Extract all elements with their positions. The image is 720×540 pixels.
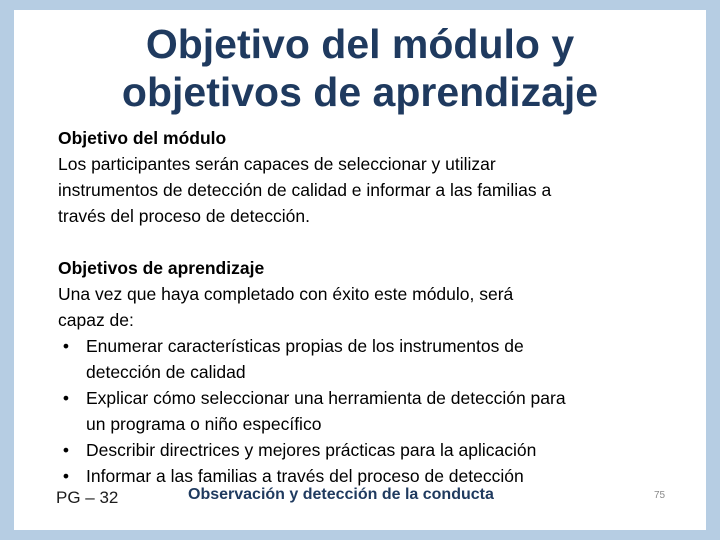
module-objective-line: instrumentos de detección de calidad e informar a las familias a [58, 180, 552, 200]
title-line-1: Objetivo del módulo y [145, 21, 575, 67]
list-item-line: detección de calidad [86, 362, 246, 382]
list-item [58, 385, 688, 437]
bullet-icon: • [62, 336, 70, 356]
footer-course-title: Observación y detección de la conducta [188, 486, 494, 503]
learning-objectives-intro-line: capaz de: [58, 310, 134, 330]
title-line-2: objetivos de aprendizaje [121, 69, 599, 115]
footer-page-code: PG – 32 [56, 488, 119, 507]
spacer [58, 229, 688, 255]
learning-objectives-intro-line: Una vez que haya completado con éxito este módulo, será [58, 284, 514, 304]
module-objective-line: Los participantes serán capaces de seleccionar y utilizar [58, 154, 496, 174]
list-item-line: Explicar cómo seleccionar una herramienta de detección para [86, 388, 566, 408]
list-item [58, 437, 688, 463]
module-objective-line: través del proceso de detección. [58, 206, 310, 226]
slide [14, 10, 706, 530]
module-objective-heading: Objetivo del módulo [58, 128, 227, 148]
list-item-line: Enumerar características propias de los instrumentos de [86, 336, 524, 356]
list-item-line: Informar a las familias a través del proceso de detección [86, 466, 524, 486]
list-item [58, 333, 688, 385]
learning-objectives-heading: Objetivos de aprendizaje [58, 258, 265, 278]
list-item-line: un programa o niño específico [86, 414, 322, 434]
learning-objectives-list [58, 333, 688, 489]
slide-number: 75 [654, 490, 666, 501]
slide-title [14, 20, 706, 116]
list-item-line: Describir directrices y mejores prácticas para la aplicación [86, 440, 537, 460]
bullet-icon: • [62, 440, 70, 460]
bullet-icon: • [62, 466, 70, 486]
slide-body [58, 125, 688, 489]
bullet-icon: • [62, 388, 70, 408]
